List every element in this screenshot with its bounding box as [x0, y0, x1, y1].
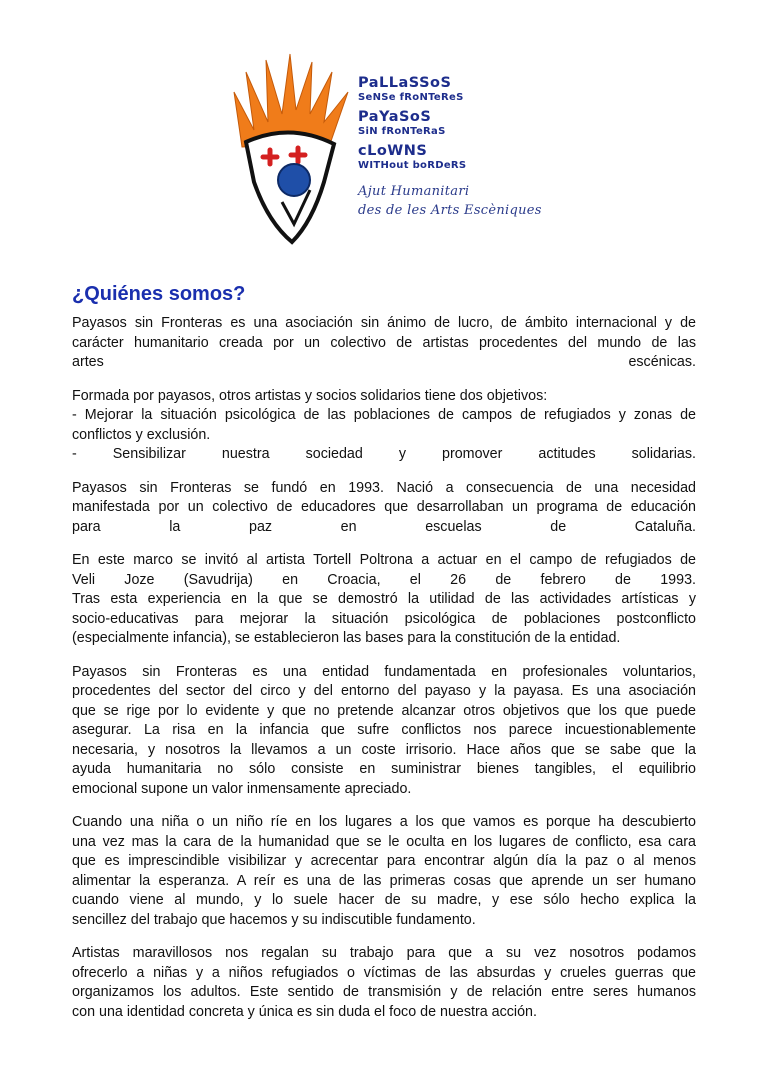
text-line: (especialmente infancia), se establecieron las bases para la constitución de la entidad. [72, 630, 621, 646]
text-line: organizamos los adultos. Este sentido de transmisión y de relación entre seres humanos [72, 984, 696, 1000]
text-line: Formada por payasos, otros artistas y socios solidarios tiene dos objetivos: [72, 387, 548, 404]
text-line: cuando viene al mundo, y lo suele hacer de su madre, y ese sólo hecho explica la [72, 892, 696, 908]
body-paragraph [72, 314, 696, 373]
text-line: Payasos sin Fronteras es una entidad fundamentada en profesionales voluntarios, [72, 663, 696, 680]
body-paragraph [72, 479, 696, 538]
brand-line: PaYaSoS [358, 109, 432, 125]
tagline-line: des de les Arts Escèniques [358, 203, 542, 218]
body-paragraph [72, 387, 696, 465]
brand-line: WITHout boRDeRS [358, 160, 467, 171]
brand-line: SiN fRoNTeRaS [358, 126, 446, 137]
text-line: para la paz en escuelas de Cataluña. [72, 518, 696, 535]
brand-line: PaLLaSSoS [358, 75, 452, 91]
brand-line: SeNSe fRoNTeReS [358, 92, 464, 103]
tagline-line: Ajut Humanitari [358, 184, 470, 199]
text-line: - Mejorar la situación psicológica de las poblaciones de campos de refugiados y zonas de [72, 407, 696, 423]
text-line: emocional supone un valor inmensamente apreciado. [72, 780, 412, 797]
text-line: procedentes del sector del circo y del entorno del payaso y la payasa. Es una asociación [72, 683, 696, 699]
text-line: carácter humanitario creada por un colectivo de artistas procedentes del mundo de las [72, 334, 696, 351]
text-line: - Sensibilizar nuestra sociedad y promover actitudes solidarias. [72, 446, 696, 462]
body-paragraph [72, 944, 696, 1022]
text-line: asegurar. La risa en la infancia que sufre conflictos nos parece incuestionablemente [72, 722, 696, 738]
text-line: artes escénicas. [72, 354, 696, 370]
text-line: En este marco se invitó al artista Tortell Poltrona a actuar en el campo de refugiados de [72, 552, 696, 568]
text-line: que es imprescindible visibilizar y acrecentar para encontrar algún día la paz o al menos [72, 853, 696, 869]
text-line: Tras esta experiencia en la que se demostró la utilidad de las actividades artísticas y [72, 591, 696, 607]
text-line: Artistas maravillosos nos regalan su trabajo para que a su vez nosotros podamos [72, 945, 696, 961]
text-line: socio-educativas para mejorar la situación psicológica de poblaciones postconflicto [72, 610, 696, 627]
brand-line: cLoWNS [358, 143, 428, 159]
body-paragraph [72, 813, 696, 930]
text-line: sencillez del trabajo que hacemos y su indiscutible fundamento. [72, 911, 476, 928]
text-line: Cuando una niña o un niño ríe en los lugares a los que vamos es porque ha descubierto [72, 814, 696, 830]
text-line: ayuda humanitaria no sólo consiste en suministrar bienes tangibles, el equilibrio [72, 761, 696, 777]
page-title: ¿Quiénes somos? [72, 283, 246, 305]
text-line: necesaria, y nosotros la llevamos a un coste irrisorio. Hace años que se sabe que la [72, 741, 696, 758]
text-line: ofrecerlo a niñas y a niños refugiados o víctimas de las absurdas y crueles guerras que [72, 964, 696, 981]
brand-tagline [358, 182, 542, 220]
clown-face-icon [232, 52, 350, 248]
text-line: Payasos sin Fronteras es una asociación sin ánimo de lucro, de ámbito internacional y de [72, 315, 696, 331]
organization-logo [232, 52, 542, 262]
text-line: una vez mas la cara de la humanidad que se le oculta en los lugares de conflicto, esa cara [72, 833, 696, 850]
text-line: manifestada por un colectivo de educadores que desarrollaban un programa de educación [72, 499, 696, 515]
clown-nose [278, 164, 310, 196]
text-line: Veli Joze (Savudrija) en Croacia, el 26 de febrero de 1993. [72, 571, 696, 588]
text-line: con una identidad concreta y única es sin duda el foco de nuestra acción. [72, 1003, 537, 1020]
text-line: Payasos sin Fronteras se fundó en 1993. Nació a consecuencia de una necesidad [72, 479, 696, 496]
body-paragraph [72, 663, 696, 800]
document-body [72, 314, 696, 1036]
brand-text [358, 76, 542, 220]
text-line: que se rige por lo evidente y que no pretende alcanzar otros objetivos que los que puede [72, 702, 696, 719]
body-paragraph [72, 551, 696, 649]
text-line: alimentar la esperanza. A reír es una de las primeras cosas que aprende un ser humano [72, 872, 696, 889]
text-line: conflictos y exclusión. [72, 426, 211, 443]
